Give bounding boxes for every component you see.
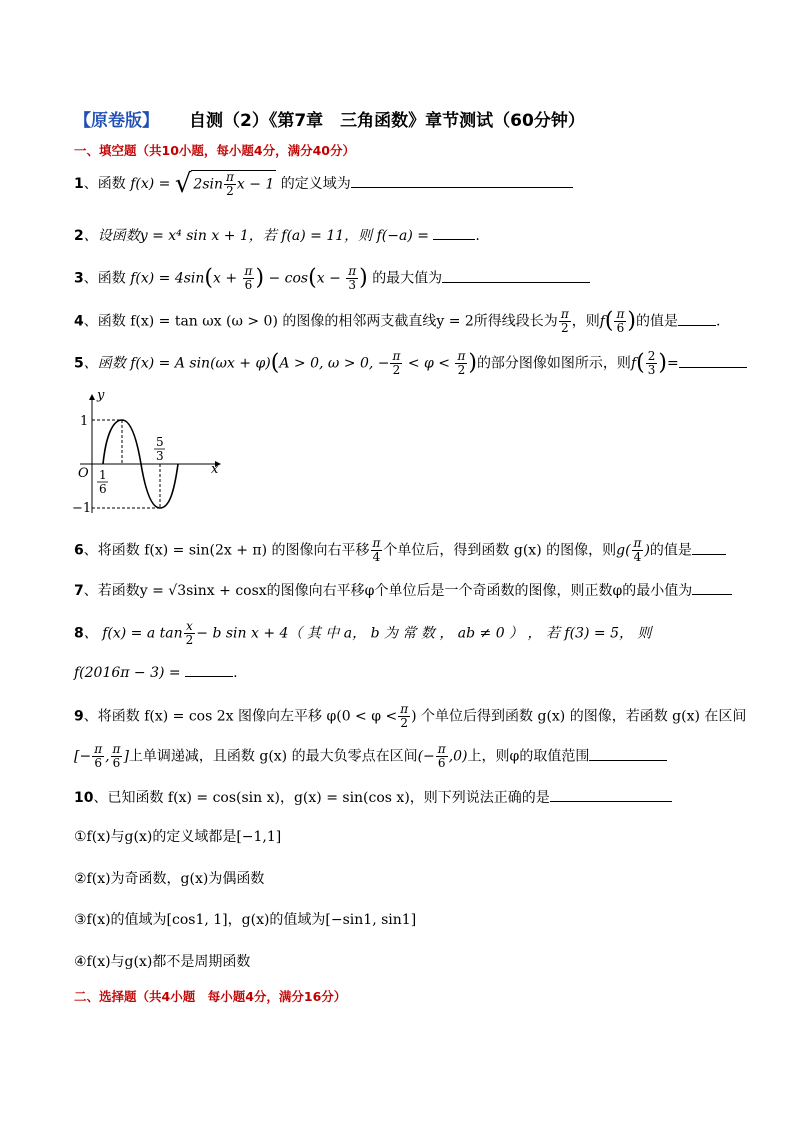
x-axis-label: x (211, 462, 219, 477)
answer-blank[interactable] (550, 787, 672, 802)
question-9-line-2: [− $\frac{\pi}{6}$ , $\frac{\pi}{6}$ ]上单调递减，且函数 g(x) 的最大负零点在区间(− $\frac{\pi}{6}$ ,0)上，则φ的取值范围 (74, 743, 667, 770)
tick-label-1-6-num: 1 (99, 468, 107, 482)
answer-blank[interactable] (351, 173, 573, 188)
answer-blank[interactable] (678, 311, 716, 326)
question-4: 4、函数 f(x) = tan ωx (ω > 0) 的图像的相邻两支截直线y = 2所得线段长为 $\frac{\pi}{2}$ ，则f( $\frac{\pi}{6}$ )的值是 . (74, 307, 721, 335)
version-tag: 【原卷版】 (74, 111, 159, 131)
y-axis-label: y (97, 388, 105, 403)
question-6: 6、将函数 f(x) = sin(2x + π) 的图像向右平移 $\frac{\pi}{4}$ 个单位后，得到函数 g(x) 的图像，则g( $\frac{\pi}{4}$ )的值是 (74, 537, 726, 564)
question-8: 8、 f(x) = a tan $\frac{x}{2}$ − b sin x + 4（ 其 中 a， b 为 常 数 ， ab ≠ 0 ） ， 若 f(3) = 5， 则 (74, 619, 652, 647)
section-fill-blank: 一、填空题（共10小题，每小题4分，满分40分） (74, 143, 355, 158)
option-1: ①f(x)与g(x)的定义域都是[−1,1] (74, 829, 282, 845)
question-7: 7、若函数y = √3sinx + cosx的图像向右平移φ个单位后是一个奇函数的图像，则正数φ的最小值为 (74, 580, 732, 601)
answer-blank[interactable] (692, 580, 732, 595)
question-1: 1、函数 f(x) = √ 2sin $\frac{\pi}{2}$ x − 1 的定义域为 (74, 170, 573, 198)
y-tick-top: 1 (80, 414, 89, 429)
question-10: 10、已知函数 f(x) = cos(sin x)，g(x) = sin(cos x)，则下列说法正确的是 (74, 787, 672, 808)
tick-label-5-3-num: 5 (156, 435, 164, 449)
answer-blank[interactable] (442, 268, 590, 283)
section-multiple-choice: 二、选择题（共4小题 每小题4分，满分16分） (74, 989, 347, 1004)
question-2: 2、设函数y = x⁴ sin x + 1，若 f(a) = 11，则 f(−a) = . (74, 225, 480, 246)
y-tick-bottom: −1 (72, 501, 92, 516)
answer-blank[interactable] (433, 225, 475, 240)
answer-blank[interactable] (692, 540, 726, 555)
option-4: ④f(x)与g(x)都不是周期函数 (74, 954, 251, 970)
question-9: 9、将函数 f(x) = cos 2x 图像向左平移 φ(0 < φ < $\frac{\pi}{2}$ ) 个单位后得到函数 g(x) 的图像，若函数 g(x) 在区间 (74, 702, 747, 730)
sine-graph (70, 385, 230, 525)
option-3: ③f(x)的值域为[cos1, 1]，g(x)的值域为[−sin1, sin1] (74, 912, 417, 928)
option-2: ②f(x)为奇函数，g(x)为偶函数 (74, 871, 265, 887)
answer-blank[interactable] (589, 746, 667, 761)
test-title: 自测（2）《第7章 三角函数》章节测试（60分钟） (189, 111, 585, 131)
question-3: 3、函数 f(x) = 4sin(x + $\frac{\pi}{6}$ ) − cos(x − $\frac{\pi}{3}$ ) 的最大值为 (74, 265, 590, 292)
answer-blank[interactable] (679, 353, 747, 368)
page-title (74, 106, 585, 131)
tick-label-1-6-den: 6 (99, 482, 107, 496)
question-5: 5、函数 f(x) = A sin(ωx + φ)(A > 0, ω > 0, − $\frac{\pi}{2}$ < φ < $\frac{\pi}{2}$ )的部分图像如图所示，则f( $\frac{2}{3}$ )= (74, 350, 747, 377)
tick-label-5-3-den: 3 (156, 449, 164, 463)
origin-label: O (78, 466, 89, 481)
question-8-line-2: f(2016π − 3) = . (74, 662, 238, 683)
answer-blank[interactable] (185, 662, 233, 677)
